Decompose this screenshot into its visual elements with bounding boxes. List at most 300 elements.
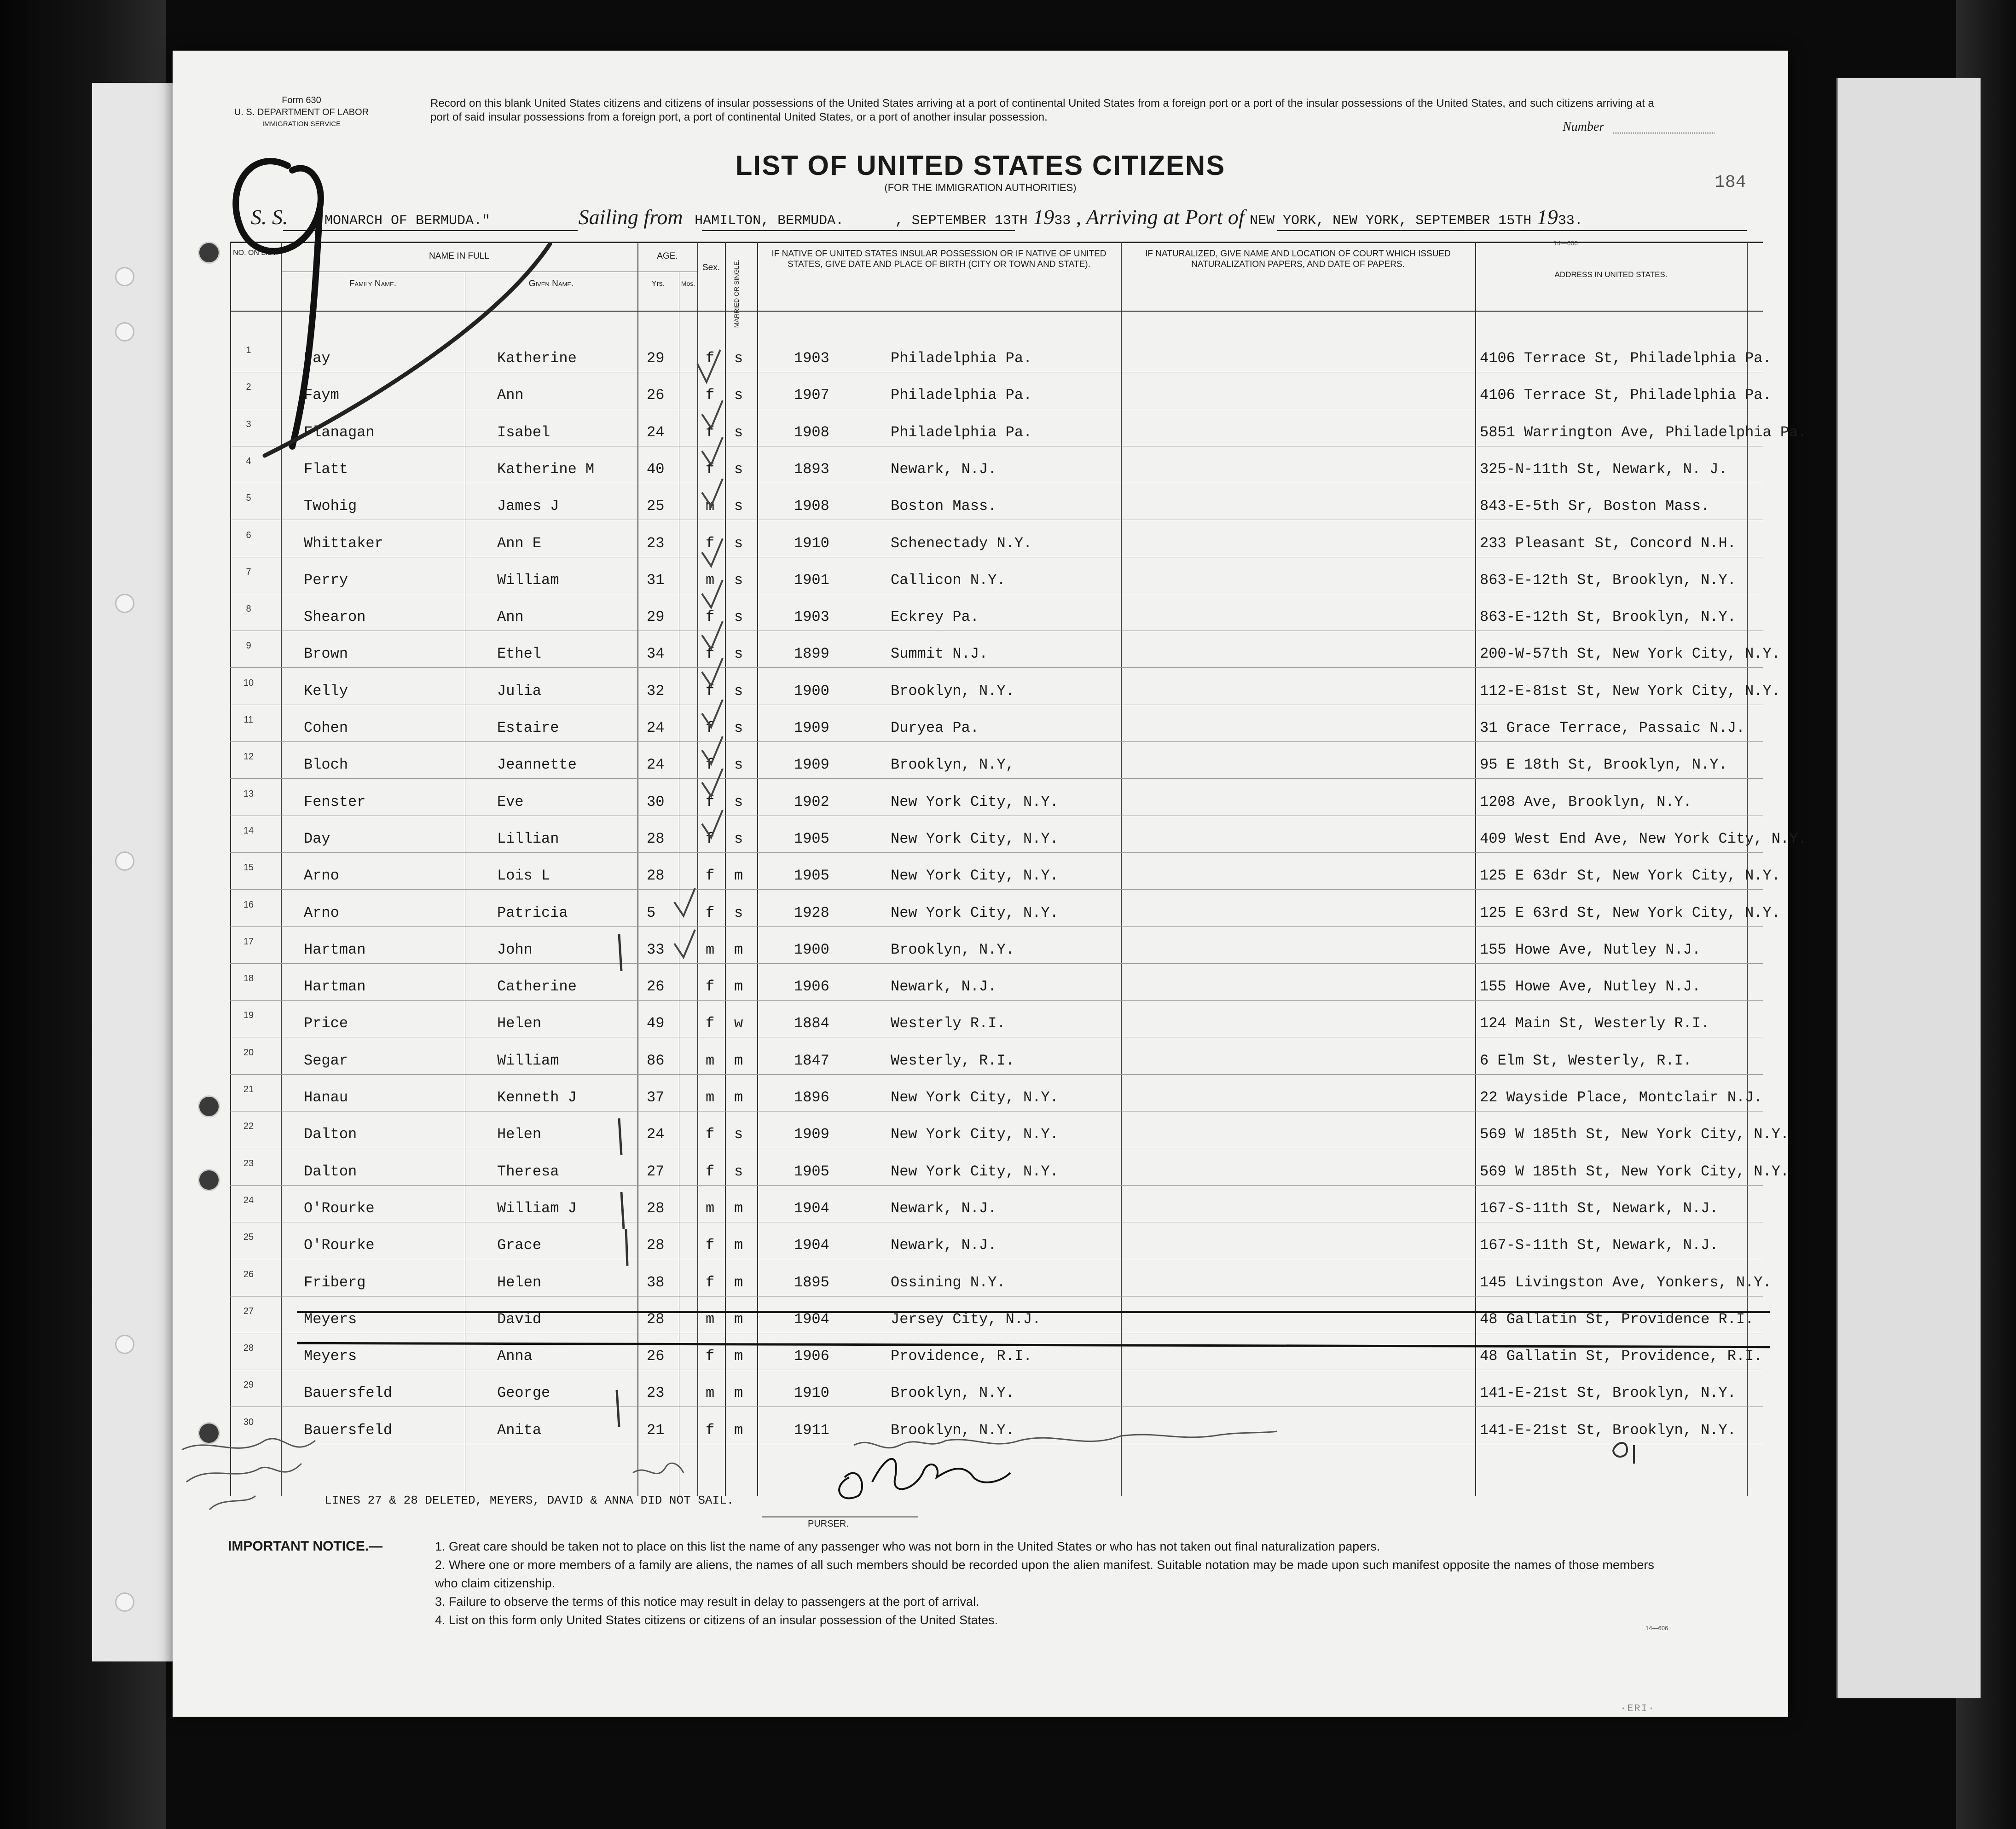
row-address: 48 Gallatin St, Providence R.I.: [1480, 1311, 1754, 1328]
row-year: 1909: [794, 756, 829, 773]
row-family: Arno: [304, 904, 339, 921]
row-year: 1905: [794, 830, 829, 847]
row-number: 10: [243, 678, 254, 688]
row-ms: m: [734, 978, 743, 995]
depart-year: 33: [1054, 213, 1071, 229]
notice-item-3: 3. Failure to observe the terms of this notice may result in delay to passengers at the port of arrival.: [435, 1595, 979, 1609]
binder-hole: [115, 267, 134, 286]
row-given: Ann: [497, 387, 524, 404]
row-year: 1928: [794, 904, 829, 921]
row-address: 863-E-12th St, Brooklyn, N.Y.: [1480, 608, 1736, 625]
row-place: Brooklyn, N.Y.: [891, 1422, 1014, 1439]
row-year: 1907: [794, 387, 829, 404]
row-number: 1: [246, 345, 251, 355]
header-naturalized: IF NATURALIZED, GIVE NAME AND LOCATION OF COURT WHICH ISSUED NATURALIZATION PAPERS, AND DATE OF PAPERS.: [1145, 249, 1451, 269]
row-year: 1884: [794, 1015, 829, 1032]
row-family: Fay: [304, 350, 330, 367]
row-number: 24: [243, 1195, 254, 1205]
row-number: 14: [243, 826, 254, 836]
row-number: 22: [243, 1121, 254, 1131]
row-ms: s: [734, 424, 743, 441]
row-place: Philadelphia Pa.: [891, 424, 1032, 441]
arrive-year: 33.: [1558, 213, 1583, 229]
row-family: Twohig: [304, 498, 357, 515]
row-place: Schenectady N.Y.: [891, 535, 1032, 552]
row-address: 863-E-12th St, Brooklyn, N.Y.: [1480, 572, 1736, 589]
row-family: O'Rourke: [304, 1200, 375, 1217]
row-number: 8: [246, 604, 251, 614]
row-sex: f: [706, 608, 715, 625]
row-family: Cohen: [304, 719, 348, 736]
row-number: 15: [243, 862, 254, 873]
row-address: 95 E 18th St, Brooklyn, N.Y.: [1480, 756, 1727, 773]
notice-item-1: 1. Great care should be taken not to place on this list the name of any passenger who was not born in the United States or who has not taken out final naturalization papers.: [435, 1540, 1380, 1553]
row-address: 145 Livingston Ave, Yonkers, N.Y.: [1480, 1274, 1772, 1291]
row-address: 31 Grace Terrace, Passaic N.J.: [1480, 719, 1745, 736]
row-number: 9: [246, 641, 251, 651]
row-given: Katherine M: [497, 461, 595, 478]
row-place: Brooklyn, N.Y,: [891, 756, 1014, 773]
row-sex: f: [706, 867, 715, 884]
row-given: Ann E: [497, 535, 542, 552]
row-age: 24: [647, 719, 665, 736]
row-ms: s: [734, 350, 743, 367]
row-family: Perry: [304, 572, 348, 589]
row-year: 1905: [794, 1163, 829, 1180]
row-address: 1208 Ave, Brooklyn, N.Y.: [1480, 793, 1692, 810]
row-number: 4: [246, 456, 251, 466]
row-ms: s: [734, 645, 743, 662]
row-place: Newark, N.J.: [891, 1200, 997, 1217]
row-family: Bauersfeld: [304, 1422, 393, 1439]
row-given: Patricia: [497, 904, 568, 921]
row-given: George: [497, 1384, 550, 1401]
row-age: 29: [647, 350, 665, 367]
header-yrs: Yrs.: [651, 280, 665, 288]
row-ms: m: [734, 1348, 743, 1365]
row-number: 25: [243, 1232, 254, 1242]
row-year: 1906: [794, 1348, 829, 1365]
row-place: Newark, N.J.: [891, 461, 997, 478]
row-year: 1905: [794, 867, 829, 884]
margin-initials: [633, 1463, 684, 1474]
row-given: Kenneth J: [497, 1089, 577, 1106]
row-given: Grace: [497, 1237, 542, 1254]
row-place: New York City, N.Y.: [891, 1126, 1059, 1143]
row-number: 26: [243, 1269, 254, 1279]
row-place: Duryea Pa.: [891, 719, 979, 736]
row-ms: s: [734, 793, 743, 810]
row-given: Julia: [497, 683, 542, 700]
row-given: Lois L: [497, 867, 550, 884]
row-number: 27: [243, 1306, 254, 1316]
row-sex: f: [706, 830, 715, 847]
row-family: Faym: [304, 387, 339, 404]
row-age: 5: [647, 904, 656, 921]
row-ms: w: [734, 1015, 743, 1032]
row-address: 6 Elm St, Westerly, R.I.: [1480, 1052, 1692, 1069]
row-year: 1847: [794, 1052, 829, 1069]
row-address: 843-E-5th Sr, Boston Mass.: [1480, 498, 1710, 515]
row-family: Flatt: [304, 461, 348, 478]
row-address: 325-N-11th St, Newark, N. J.: [1480, 461, 1727, 478]
row-sex: m: [706, 572, 715, 589]
row-year: 1899: [794, 645, 829, 662]
row-year: 1903: [794, 608, 829, 625]
row-number: 12: [243, 752, 254, 762]
row-family: Day: [304, 830, 330, 847]
row-family: Dalton: [304, 1126, 357, 1143]
row-address: 569 W 185th St, New York City, N.Y.: [1480, 1163, 1790, 1180]
row-age: 86: [647, 1052, 665, 1069]
row-family: Segar: [304, 1052, 348, 1069]
row-ms: s: [734, 498, 743, 515]
row-sex: f: [706, 683, 715, 700]
row-family: Bloch: [304, 756, 348, 773]
row-place: New York City, N.Y.: [891, 1163, 1059, 1180]
row-sex: m: [706, 1384, 715, 1401]
row-given: Ann: [497, 608, 524, 625]
row-sex: m: [706, 1311, 715, 1328]
row-year: 1904: [794, 1311, 829, 1328]
row-age: 21: [647, 1422, 665, 1439]
sailing-from: HAMILTON, BERMUDA.: [695, 213, 844, 229]
row-given: William: [497, 572, 559, 589]
row-age: 37: [647, 1089, 665, 1106]
row-age: 28: [647, 830, 665, 847]
row-place: Newark, N.J.: [891, 1237, 997, 1254]
row-ms: s: [734, 1163, 743, 1180]
row-ms: m: [734, 1274, 743, 1291]
row-number: 3: [246, 419, 251, 429]
row-place: New York City, N.Y.: [891, 830, 1059, 847]
film-frame-number: ·ERI·: [1620, 1703, 1656, 1714]
row-number: 19: [243, 1010, 254, 1020]
row-address: 233 Pleasant St, Concord N.H.: [1480, 535, 1736, 552]
row-sex: f: [706, 793, 715, 810]
row-year: 1904: [794, 1237, 829, 1254]
row-sex: f: [706, 350, 715, 367]
back-sheet-right: [1836, 78, 1981, 1698]
row-number: 21: [243, 1084, 254, 1094]
row-sex: f: [706, 1422, 715, 1439]
row-given: Theresa: [497, 1163, 559, 1180]
row-ms: s: [734, 719, 743, 736]
row-given: John: [497, 941, 533, 958]
row-ms: s: [734, 608, 743, 625]
row-given: Eve: [497, 793, 524, 810]
row-given: Estaire: [497, 719, 559, 736]
row-address: 5851 Warrington Ave, Philadelphia Pa.: [1480, 424, 1807, 441]
row-family: Flanagan: [304, 424, 375, 441]
form-code-top: 14—606: [1553, 239, 1578, 247]
row-ms: m: [734, 941, 743, 958]
notice-item-4: 4. List on this form only United States citizens or citizens of an insular possession of the United States.: [435, 1613, 998, 1627]
row-place: New York City, N.Y.: [891, 1089, 1059, 1106]
arrive-year-prefix: 19: [1536, 205, 1558, 229]
row-ms: s: [734, 535, 743, 552]
row-family: Price: [304, 1015, 348, 1032]
row-given: Catherine: [497, 978, 577, 995]
row-year: 1901: [794, 572, 829, 589]
row-address: 141-E-21st St, Brooklyn, N.Y.: [1480, 1384, 1736, 1401]
row-sex: f: [706, 1126, 715, 1143]
row-number: 29: [243, 1380, 254, 1390]
row-number: 30: [243, 1417, 254, 1427]
row-ms: m: [734, 1237, 743, 1254]
row-age: 34: [647, 645, 665, 662]
handwritten-marks: [173, 51, 1788, 1717]
row-ms: s: [734, 683, 743, 700]
row-address: 4106 Terrace St, Philadelphia Pa.: [1480, 350, 1772, 367]
row-age: 28: [647, 867, 665, 884]
row-place: Boston Mass.: [891, 498, 997, 515]
header-given-name: Given Name.: [528, 279, 574, 289]
row-family: Arno: [304, 867, 339, 884]
notice-heading: IMPORTANT NOTICE.—: [228, 1539, 383, 1554]
row-age: 28: [647, 1237, 665, 1254]
row-ms: m: [734, 1422, 743, 1439]
depart-date: , SEPTEMBER 13TH: [895, 213, 1028, 229]
row-sex: m: [706, 1089, 715, 1106]
header-birth: IF NATIVE OF UNITED STATES INSULAR POSSESSION OR IF NATIVE OF UNITED STATES, GIVE DATE AND PLACE OF BIRTH (CITY OR TOWN AND STATE).: [771, 249, 1106, 269]
row-place: Providence, R.I.: [891, 1348, 1032, 1365]
row-year: 1908: [794, 424, 829, 441]
row-ms: m: [734, 1200, 743, 1217]
row-family: Whittaker: [304, 535, 383, 552]
row-age: 28: [647, 1200, 665, 1217]
row-year: 1895: [794, 1274, 829, 1291]
row-ms: s: [734, 387, 743, 404]
row-place: New York City, N.Y.: [891, 793, 1059, 810]
row-place: New York City, N.Y.: [891, 904, 1059, 921]
row-sex: f: [706, 424, 715, 441]
service: IMMIGRATION SERVICE: [262, 120, 341, 128]
row-number: 13: [243, 789, 254, 799]
row-place: Newark, N.J.: [891, 978, 997, 995]
row-family: Brown: [304, 645, 348, 662]
margin-signature: [182, 1439, 315, 1510]
row-year: 1909: [794, 719, 829, 736]
form-instruction: Record on this blank United States citizens and citizens of insular possessions of the United States arriving at a port of continental United States from a foreign port or a port of the insular possessions of the United States, and such citizens arriving at a port of said insular possessions from a foreign port, a port of continental United States, or a port of another insular possession.: [430, 97, 1654, 123]
row-number: 6: [246, 530, 251, 540]
row-place: New York City, N.Y.: [891, 867, 1059, 884]
row-sex: f: [706, 535, 715, 552]
row-sex: f: [706, 461, 715, 478]
row-given: William: [497, 1052, 559, 1069]
row-given: Isabel: [497, 424, 550, 441]
row-given: Lillian: [497, 830, 559, 847]
header-address: ADDRESS IN UNITED STATES.: [1554, 270, 1668, 279]
arriving-label: , Arriving at Port of: [1076, 205, 1245, 229]
row-ms: s: [734, 461, 743, 478]
row-place: Westerly, R.I.: [891, 1052, 1014, 1069]
row-ms: m: [734, 1089, 743, 1106]
row-age: 33: [647, 941, 665, 958]
row-place: Brooklyn, N.Y.: [891, 683, 1014, 700]
header-name-in-full: NAME IN FULL: [429, 251, 489, 261]
row-address: 200-W-57th St, New York City, N.Y.: [1480, 645, 1780, 662]
row-family: Shearon: [304, 608, 366, 625]
row-given: David: [497, 1311, 542, 1328]
row-ms: s: [734, 904, 743, 921]
row-family: Bauersfeld: [304, 1384, 393, 1401]
row-given: James J: [497, 498, 559, 515]
row-number: 7: [246, 567, 251, 577]
row-year: 1911: [794, 1422, 829, 1439]
row-place: Eckrey Pa.: [891, 608, 979, 625]
large-numeral-nine: [236, 161, 321, 446]
row-place: Callicon N.Y.: [891, 572, 1006, 589]
row-family: Hartman: [304, 941, 366, 958]
row-sex: f: [706, 1237, 715, 1254]
sailing-label: Sailing from: [578, 205, 683, 229]
row-ms: s: [734, 1126, 743, 1143]
row-age: 24: [647, 424, 665, 441]
row-given: William J: [497, 1200, 577, 1217]
row-family: Hartman: [304, 978, 366, 995]
row-address: 167-S-11th St, Newark, N.J.: [1480, 1200, 1719, 1217]
ss-label: S. S.: [251, 205, 288, 229]
row-place: Summit N.J.: [891, 645, 988, 662]
row-age: 27: [647, 1163, 665, 1180]
row-place: Philadelphia Pa.: [891, 350, 1032, 367]
row-age: 26: [647, 978, 665, 995]
row-sex: f: [706, 1348, 715, 1365]
row-number: 20: [243, 1048, 254, 1058]
row-given: Helen: [497, 1126, 542, 1143]
row-address: 167-S-11th St, Newark, N.J.: [1480, 1237, 1719, 1254]
row-sex: m: [706, 1052, 715, 1069]
family-bracket-marks: [617, 934, 627, 1427]
row-year: 1910: [794, 535, 829, 552]
form-number: Form 630: [282, 95, 321, 105]
row-given: Anna: [497, 1348, 533, 1365]
purser-signature: [839, 1459, 1010, 1499]
row-number: 16: [243, 900, 254, 910]
row-given: Jeannette: [497, 756, 577, 773]
row-given: Anita: [497, 1422, 542, 1439]
row-sex: m: [706, 1200, 715, 1217]
row-address: 125 E 63rd St, New York City, N.Y.: [1480, 904, 1780, 921]
row-year: 1893: [794, 461, 829, 478]
row-sex: f: [706, 756, 715, 773]
row-address: 569 W 185th St, New York City, N.Y.: [1480, 1126, 1790, 1143]
row-address: 4106 Terrace St, Philadelphia Pa.: [1480, 387, 1772, 404]
row-year: 1909: [794, 1126, 829, 1143]
row-age: 28: [647, 1311, 665, 1328]
row-year: 1900: [794, 683, 829, 700]
row-age: 24: [647, 756, 665, 773]
row-age: 29: [647, 608, 665, 625]
row-number: 28: [243, 1343, 254, 1353]
row-address: 409 West End Ave, New York City, N.Y.: [1480, 830, 1807, 847]
row-sex: f: [706, 1015, 715, 1032]
row-age: 26: [647, 1348, 665, 1365]
row-age: 40: [647, 461, 665, 478]
row-age: 26: [647, 387, 665, 404]
row-ms: s: [734, 756, 743, 773]
binder-hole: [115, 322, 134, 341]
binder-hole: [115, 1335, 134, 1354]
row-sex: m: [706, 498, 715, 515]
row-address: 22 Wayside Place, Montclair N.J.: [1480, 1089, 1763, 1106]
row-number: 5: [246, 493, 251, 503]
row-year: 1896: [794, 1089, 829, 1106]
row-number: 17: [243, 937, 254, 947]
arriving-port: NEW YORK, NEW YORK, SEPTEMBER 15TH: [1250, 213, 1532, 229]
row-sex: f: [706, 1163, 715, 1180]
page-count-mark: [1613, 1443, 1634, 1464]
row-place: Jersey City, N.J.: [891, 1311, 1041, 1328]
form-code-bottom: 14—606: [1645, 1625, 1668, 1632]
department: U. S. DEPARTMENT OF LABOR: [234, 107, 369, 117]
header-no: NO. ON LIST.: [233, 249, 278, 257]
row-number: 11: [243, 715, 254, 725]
row-address: 141-E-21st St, Brooklyn, N.Y.: [1480, 1422, 1736, 1439]
row-family: Hanau: [304, 1089, 348, 1106]
row-number: 18: [243, 973, 254, 984]
ship-name: "MONARCH OF BERMUDA.": [316, 213, 491, 229]
row-number: 23: [243, 1158, 254, 1169]
purser-label: PURSER.: [808, 1519, 849, 1529]
stamp-number: 184: [1715, 173, 1746, 192]
binder-hole: [115, 594, 134, 613]
row-sex: m: [706, 941, 715, 958]
row-ms: m: [734, 1384, 743, 1401]
header-sex: Sex.: [702, 263, 720, 272]
row-family: Dalton: [304, 1163, 357, 1180]
header-mos: Mos.: [681, 280, 695, 287]
tick-marks-column: [674, 350, 723, 957]
row-family: Meyers: [304, 1348, 357, 1365]
deleted-note: LINES 27 & 28 DELETED, MEYERS, DAVID & ANNA DID NOT SAIL.: [324, 1493, 734, 1507]
row-year: 1900: [794, 941, 829, 958]
row-year: 1902: [794, 793, 829, 810]
row-family: Kelly: [304, 683, 348, 700]
row-given: Helen: [497, 1015, 542, 1032]
row-ms: m: [734, 1052, 743, 1069]
row-age: 38: [647, 1274, 665, 1291]
row-number: 2: [246, 382, 251, 392]
row-family: O'Rourke: [304, 1237, 375, 1254]
row-year: 1903: [794, 350, 829, 367]
row-sex: f: [706, 387, 715, 404]
handwritten-annotation: [854, 1431, 1277, 1448]
row-address: 155 Howe Ave, Nutley N.J.: [1480, 941, 1701, 958]
row-family: Fenster: [304, 793, 366, 810]
row-family: Friberg: [304, 1274, 366, 1291]
page-subtitle: (FOR THE IMMIGRATION AUTHORITIES): [884, 182, 1077, 193]
row-age: 25: [647, 498, 665, 515]
row-address: 155 Howe Ave, Nutley N.J.: [1480, 978, 1701, 995]
notice-item-2: 2. Where one or more members of a family are aliens, the names of all such members should be recorded upon the alien manifest. Suitable notation may be made upon such manifest opposite the names of those members who claim citizenship.: [435, 1558, 1654, 1590]
header-married: MARRIED OR SINGLE.: [733, 259, 740, 328]
row-address: 124 Main St, Westerly R.I.: [1480, 1015, 1710, 1032]
row-sex: f: [706, 1274, 715, 1291]
row-age: 24: [647, 1126, 665, 1143]
header-family-name: Family Name.: [349, 279, 397, 289]
row-place: Westerly R.I.: [891, 1015, 1006, 1032]
binder-hole: [115, 1592, 134, 1612]
row-sex: f: [706, 719, 715, 736]
row-year: 1904: [794, 1200, 829, 1217]
number-label: Number: [1563, 120, 1605, 134]
row-address: 48 Gallatin St, Providence, R.I.: [1480, 1348, 1763, 1365]
row-year: 1908: [794, 498, 829, 515]
row-given: Ethel: [497, 645, 542, 662]
row-age: 49: [647, 1015, 665, 1032]
